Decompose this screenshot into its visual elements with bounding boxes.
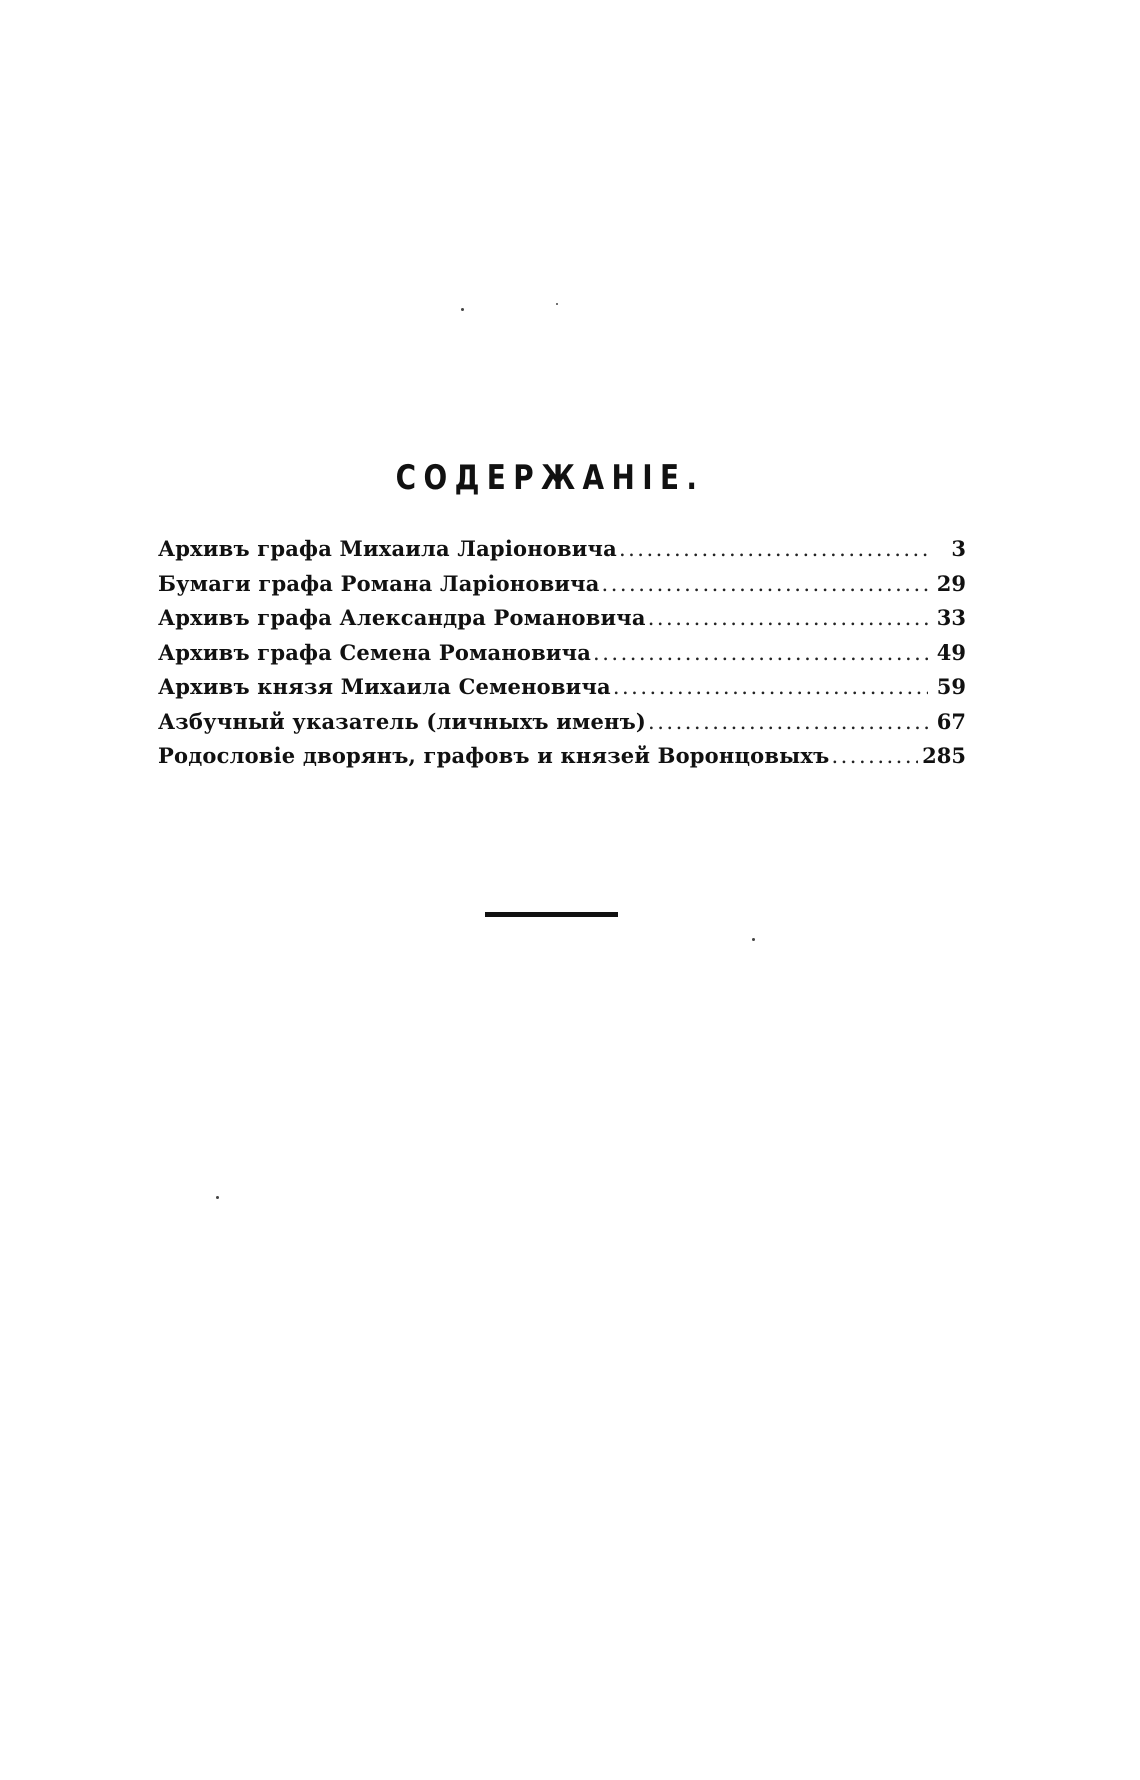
dot-leader <box>613 675 928 699</box>
dot-leader <box>602 572 928 596</box>
toc-entry-title: Архивъ графа Михаила Ларіоновича <box>158 536 617 561</box>
toc-entry-page: 59 <box>936 674 966 699</box>
toc-entry-title: Азбучный указатель (личныхъ именъ) <box>158 708 647 734</box>
dot-leader <box>593 641 928 665</box>
toc-entry <box>158 674 966 709</box>
toc-entry-title: Архивъ графа Александра Романовича <box>158 605 646 630</box>
toc-entry-title: Родословіе дворянъ, графовъ и князей Воронцовыхъ <box>158 743 830 768</box>
print-speck <box>461 308 464 311</box>
toc-entry-page: 67 <box>936 708 966 734</box>
toc-entry-page: 29 <box>936 570 966 596</box>
dot-leader <box>648 606 928 630</box>
dot-leader <box>648 710 928 734</box>
toc-entry-page: 33 <box>936 605 966 630</box>
toc-entry-title: Архивъ князя Михаила Семеновича <box>158 674 611 699</box>
table-of-contents <box>158 536 966 778</box>
contents-heading: СОДЕРЖАНІЕ. <box>395 458 705 498</box>
toc-entry <box>158 640 966 675</box>
toc-entry-title: Бумаги графа Романа Ларіоновича <box>158 570 600 596</box>
dot-leader <box>619 537 928 561</box>
toc-entry <box>158 709 966 744</box>
toc-entry <box>158 571 966 606</box>
toc-entry-title: Архивъ графа Семена Романовича <box>158 639 592 665</box>
print-speck <box>752 938 755 941</box>
print-speck <box>556 303 558 305</box>
toc-entry-page: 3 <box>951 536 966 561</box>
toc-entry <box>158 743 966 778</box>
print-speck <box>216 1196 219 1199</box>
toc-entry <box>158 536 966 571</box>
toc-entry-page: 49 <box>936 639 966 665</box>
dot-leader <box>831 744 918 768</box>
toc-entry <box>158 605 966 640</box>
toc-entry-page: 285 <box>922 743 966 768</box>
section-divider-rule <box>485 912 618 917</box>
